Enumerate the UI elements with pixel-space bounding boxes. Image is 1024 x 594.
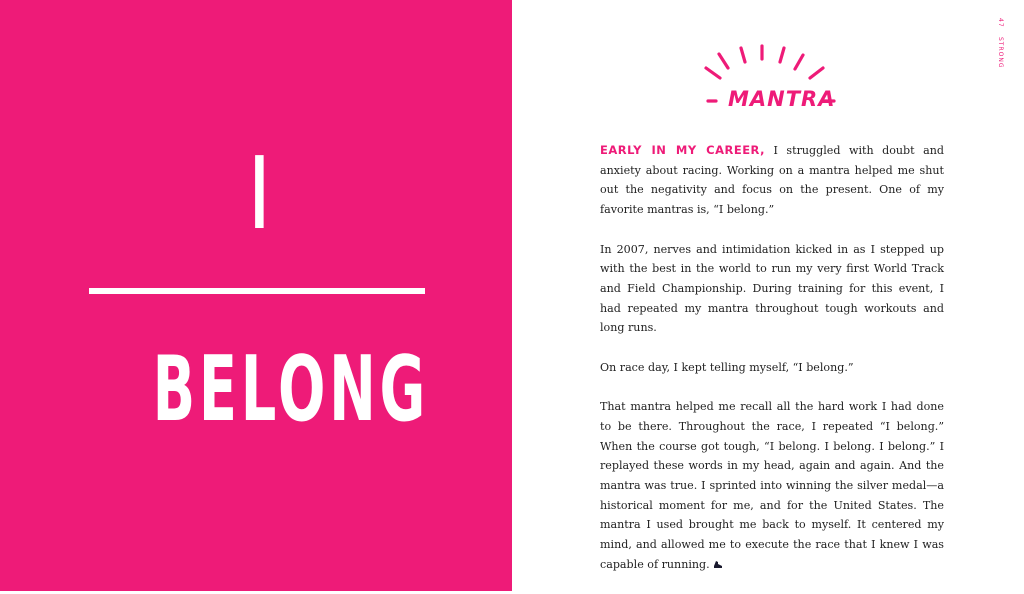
headline-word-belong: BELONG <box>152 337 430 442</box>
paragraph-3: On race day, I kept telling myself, “I belong.” <box>600 360 854 374</box>
mantra-heading: MANTRA <box>728 87 836 111</box>
paragraph-4-text: That mantra helped me recall all the hard work I had done to be there. Throughout the race, I repeated “I belong.” When the course got tough, “I belong. I belong. I belong.” I replayed these words in my head, again and again. And the mantra was true. I sprinted into winning the silver medal—a historical moment for me, and for the United States. The mantra I used brought me back to myself. It centered my mind, and allowed me to execute the race that I knew I was capable of running. <box>600 400 944 571</box>
running-head <box>990 18 1004 78</box>
headline-divider <box>89 288 425 294</box>
left-page-panel <box>0 0 512 591</box>
running-head-section: STRONG <box>997 36 1004 69</box>
paragraph-1-text: I struggled with doubt and anxiety about racing. Working on a mantra helped me shut out the negativity and focus on the present. One of my favorite mantras is, “I belong.” <box>600 144 944 217</box>
headline-word-i: I <box>251 135 268 252</box>
lead-in: EARLY IN MY CAREER, <box>600 143 765 157</box>
page-number: 47 <box>997 18 1004 28</box>
paragraph-1 <box>600 141 944 220</box>
paragraph-2: In 2007, nerves and intimidation kicked in as I stepped up with the best in the world to run my very first World Track and Field Championship. During training for this event, I had repeated my mantra throughout tough workouts and long runs. <box>600 242 944 335</box>
shoe-icon <box>713 559 723 569</box>
body-text <box>600 141 944 594</box>
paragraph-4 <box>600 397 944 574</box>
